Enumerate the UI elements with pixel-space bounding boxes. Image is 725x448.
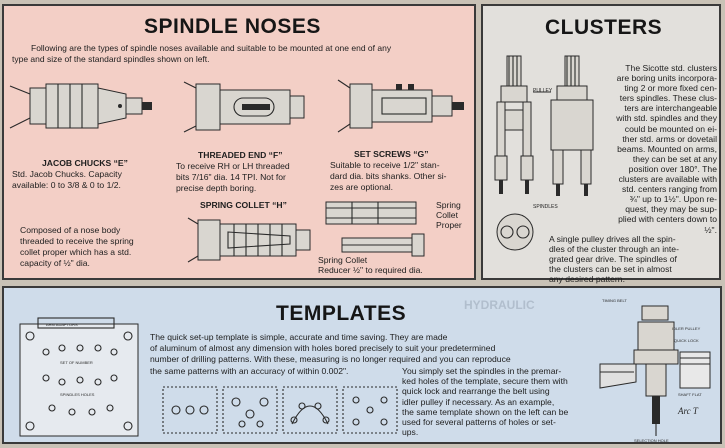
arm-tag-label: Arc T [678, 406, 698, 416]
spindle-noses-panel [2, 4, 476, 280]
templates-panel [2, 286, 722, 444]
clusters-text-line: the clusters can be set in almost [549, 264, 672, 275]
clusters-text-line: clusters are available with [618, 174, 717, 185]
collet-proper-label3: Proper [436, 220, 462, 230]
template-machine-drawing [598, 292, 718, 442]
templates-intro-line: number of drilling patterns. With these, measuring is no longer required and you can reproduce [150, 354, 511, 365]
arm-adaptors-label: ARM ADAPTORS [46, 322, 78, 327]
pattern-box-1 [162, 386, 218, 434]
clusters-text-line: std. centers ranging from [621, 184, 717, 195]
set-of-number-label: SET OF NUMBER [60, 360, 93, 365]
clusters-text-line: ther std. arms or dovetail [622, 133, 717, 144]
clusters-text-line: dles of the cluster through an inte- [549, 244, 679, 255]
spring-collet-drawing [186, 212, 318, 268]
threaded-end-drawing [182, 74, 312, 144]
set-screws-heading: SET SCREWS “G” [354, 149, 429, 159]
clusters-text-line: ½". [704, 224, 717, 235]
clusters-text-line: are boring units incorpora- [616, 73, 717, 84]
selection-hole-label: SELECTION HOLE [634, 438, 669, 443]
pattern-box-4 [342, 386, 398, 434]
quick-lock-label: QUICK LOCK [674, 338, 699, 343]
spindles-holes-label: SPINDLES HOLES [60, 392, 95, 397]
cluster-spindles-label: SPINDLES [533, 204, 558, 210]
clusters-text-line: A single pulley drives all the spin- [549, 234, 676, 244]
templates-body-line: quick lock and rearrange the belt using [402, 386, 550, 397]
clusters-text-line: could be mounted on ei- [624, 123, 717, 134]
templates-body-line: idler pulley if necessary. As an example, [402, 396, 555, 407]
shaft-flat-label: SHAFT FLAT [678, 392, 702, 397]
spindle-intro-line1: Following are the types of spindle noses available and suitable to be mounted at one end of any [31, 43, 392, 53]
set-screws-drawing [334, 70, 474, 145]
clusters-text-line: ¾" up to 1½". Upon re- [629, 194, 717, 205]
templates-body-line: You simply set the spindles in the premar- [402, 366, 562, 376]
clusters-text-line: plied with centers down to [618, 214, 717, 225]
collet-reducer-label1: Spring Collet [318, 255, 368, 265]
spindle-noses-title: SPINDLE NOSES [144, 15, 321, 38]
timing-belt-label: TIMING BELT [602, 298, 627, 303]
collet-reducer-label2: Reducer ½" to required dia. [318, 265, 423, 275]
set-screws-line1: Suitable to receive 1/2" stan- [330, 160, 440, 170]
collet-desc-line4: capacity of ½" dia. [20, 258, 90, 268]
collet-proper-drawing [322, 192, 432, 262]
jacob-chucks-heading: JACOB CHUCKS “E” [42, 158, 128, 168]
template-plate-drawing [16, 318, 142, 438]
set-screws-line2: dard dia. bits shanks. Other si- [330, 171, 447, 181]
templates-intro-line: of aluminum of almost any dimension with holes bored precisely to suit your predetermined [150, 343, 496, 354]
clusters-text-line: The Sicotte std. clusters [625, 63, 717, 73]
jacob-chuck-drawing [8, 66, 158, 146]
clusters-text-line: ting 2 or more fixed cen- [624, 83, 717, 94]
clusters-text-line: any desired pattern. [549, 274, 625, 285]
clusters-text-line: with std. spindles and they [616, 113, 717, 124]
templates-intro-line: The quick set-up template is simple, accurate and time saving. They are made [150, 332, 448, 342]
templates-body [402, 366, 597, 437]
templates-intro-line: the same patterns with an accuracy of within 0.002". [150, 365, 349, 376]
background-ghost-text-2: HYDRAULIC [464, 298, 535, 312]
pattern-box-2 [222, 386, 278, 434]
clusters-text-line: ters are interchangeable [624, 103, 717, 114]
idler-pulley-label: IDLER PULLEY [672, 326, 701, 331]
templates-title: TEMPLATES [276, 302, 407, 325]
jacob-chucks-line1: Std. Jacob Chucks. Capacity [12, 169, 122, 179]
clusters-panel [481, 4, 721, 285]
threaded-end-line1: To receive RH or LH threaded [176, 161, 290, 171]
collet-desc-line3: collet proper which has a std. [20, 247, 132, 257]
spring-collet-heading: SPRING COLLET “H” [200, 200, 287, 210]
pattern-box-3 [282, 386, 338, 434]
cluster-pulley-label: PULLEY [533, 88, 553, 94]
clusters-text-line: they can be set at any [632, 153, 717, 164]
clusters-paragraph2 [549, 234, 719, 284]
clusters-text-line: position over 180°. The [628, 163, 717, 174]
clusters-text-line: quest, they may be sup- [625, 204, 717, 215]
cluster-drawing [487, 52, 597, 262]
clusters-text-line: ters spindles. These clus- [619, 93, 717, 104]
threaded-end-line3: precise depth boring. [176, 183, 257, 193]
clusters-text-line: grated gear drive. The spindles of [549, 254, 677, 265]
jacob-chucks-line2: available: 0 to 3/8 & 0 to 1/2. [12, 180, 121, 190]
templates-body-line: ked holes of the template, secure them with [402, 376, 568, 387]
set-screws-line3: zes are optional. [330, 182, 394, 192]
clusters-paragraph1 [583, 63, 717, 235]
templates-body-line: the same template shown on the left can be [402, 406, 569, 417]
templates-body-line: ups. [402, 427, 419, 438]
collet-desc-line2: threaded to receive the spring [20, 236, 134, 246]
templates-body-line: used for several patterns of holes or set- [402, 417, 556, 428]
threaded-end-line2: bits 7/16" dia. 14 TPI. Not for [176, 172, 286, 182]
collet-desc-line1: Composed of a nose body [20, 225, 121, 235]
clusters-text-line: beams. Mounted on arms, [617, 143, 717, 154]
collet-proper-label1: Spring [436, 200, 461, 210]
collet-proper-label2: Collet [436, 210, 458, 220]
spindle-intro-line2: type and size of the standard spindles shown on left. [12, 54, 210, 64]
clusters-title: CLUSTERS [545, 16, 663, 39]
threaded-end-heading: THREADED END “F” [198, 150, 283, 160]
